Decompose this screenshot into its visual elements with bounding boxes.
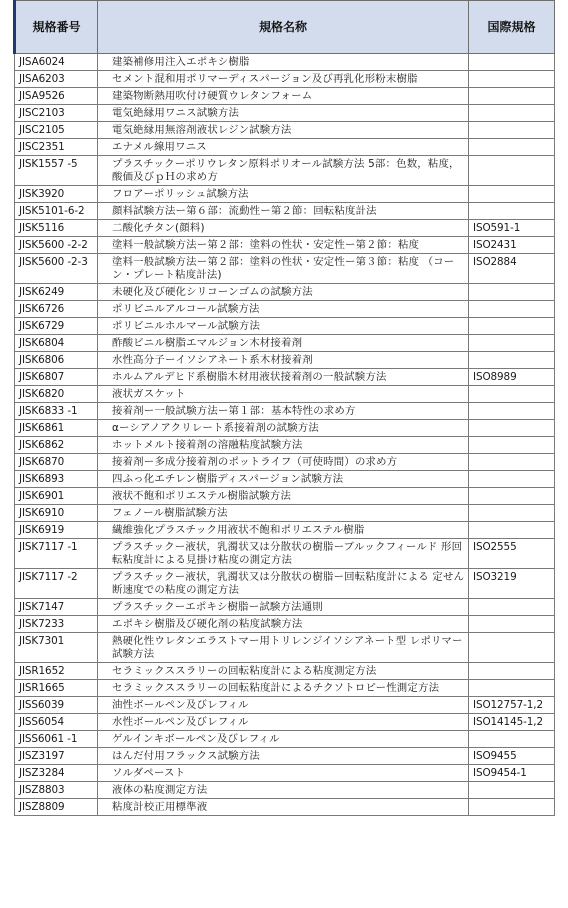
standard-name-cell: 液状不飽和ポリエステル樹脂試験方法	[98, 488, 469, 505]
standard-name-cell: プラスチックーエポキシ樹脂ー試験方法通則	[98, 599, 469, 616]
standard-number-cell: JISK3920	[15, 186, 98, 203]
standard-number-cell: JISK6870	[15, 454, 98, 471]
standard-number-cell: JISZ8809	[15, 799, 98, 816]
international-standard-cell: ISO12757-1,2	[469, 697, 555, 714]
table-row	[15, 569, 555, 599]
international-standard-cell	[469, 203, 555, 220]
standard-number-cell: JISK6249	[15, 284, 98, 301]
international-standard-cell	[469, 352, 555, 369]
standard-name-cell: 水性高分子ーイソシアネート系木材接着剤	[98, 352, 469, 369]
table-row	[15, 122, 555, 139]
standard-name-cell: セメント混和用ポリマーディスパージョン及び再乳化形粉末樹脂	[98, 71, 469, 88]
standard-name-cell: 建築物断熱用吹付け硬質ウレタンフォーム	[98, 88, 469, 105]
standard-number-cell: JISS6061 -1	[15, 731, 98, 748]
standard-name-cell: エポキシ樹脂及び硬化剤の粘度試験方法	[98, 616, 469, 633]
international-standard-cell	[469, 403, 555, 420]
standard-name-cell: プラスチックー液状，乳濁状又は分散状の樹脂ー回転粘度計による 定せん断速度での粘度の測定方法	[98, 569, 469, 599]
standard-number-cell: JISK7301	[15, 633, 98, 663]
international-standard-cell: ISO9454-1	[469, 765, 555, 782]
table-body	[15, 54, 555, 816]
international-standard-cell: ISO9455	[469, 748, 555, 765]
table-row	[15, 203, 555, 220]
table-row	[15, 352, 555, 369]
standard-number-cell: JISK5600 -2-2	[15, 237, 98, 254]
standard-number-cell: JISZ3197	[15, 748, 98, 765]
standard-name-cell: 塗料一般試験方法ー第２部：塗料の性状・安定性ー第２節：粘度	[98, 237, 469, 254]
header-standard-name: 規格名称	[98, 1, 469, 54]
standard-number-cell: JISK6833 -1	[15, 403, 98, 420]
standards-table-container	[13, 0, 553, 816]
standard-number-cell: JISK6910	[15, 505, 98, 522]
table-row	[15, 799, 555, 816]
standard-number-cell: JISZ8803	[15, 782, 98, 799]
standard-name-cell: 四ふっ化エチレン樹脂ディスパージョン試験方法	[98, 471, 469, 488]
standard-name-cell: 塗料一般試験方法ー第２部：塗料の性状・安定性ー第３節：粘度 （コーン・プレート粘度計法)	[98, 254, 469, 284]
table-row	[15, 186, 555, 203]
international-standard-cell	[469, 731, 555, 748]
table-row	[15, 471, 555, 488]
standard-number-cell: JISK5101-6-2	[15, 203, 98, 220]
international-standard-cell	[469, 782, 555, 799]
standard-name-cell: フェノール樹脂試験方法	[98, 505, 469, 522]
international-standard-cell: ISO2884	[469, 254, 555, 284]
table-row	[15, 54, 555, 71]
table-row	[15, 731, 555, 748]
table-row	[15, 71, 555, 88]
international-standard-cell	[469, 386, 555, 403]
standard-number-cell: JISK6862	[15, 437, 98, 454]
standard-name-cell: 電気絶縁用ワニス試験方法	[98, 105, 469, 122]
standard-name-cell: 建築補修用注入エポキシ樹脂	[98, 54, 469, 71]
table-row	[15, 437, 555, 454]
header-international-standard: 国際規格	[469, 1, 555, 54]
table-row	[15, 663, 555, 680]
standard-name-cell: セラミックススラリーの回転粘度計によるチクソトロピー性測定方法	[98, 680, 469, 697]
standard-number-cell: JISK6893	[15, 471, 98, 488]
international-standard-cell: ISO2431	[469, 237, 555, 254]
standard-name-cell: ポリビニルアルコール試験方法	[98, 301, 469, 318]
international-standard-cell	[469, 680, 555, 697]
table-row	[15, 237, 555, 254]
standard-number-cell: JISS6054	[15, 714, 98, 731]
standard-name-cell: エナメル線用ワニス	[98, 139, 469, 156]
international-standard-cell	[469, 420, 555, 437]
standard-number-cell: JISC2103	[15, 105, 98, 122]
standard-name-cell: ソルダペースト	[98, 765, 469, 782]
international-standard-cell	[469, 471, 555, 488]
table-row	[15, 505, 555, 522]
standard-name-cell: 熱硬化性ウレタンエラストマー用トリレンジイソシアネート型 レポリマー試験方法	[98, 633, 469, 663]
standards-table	[13, 0, 555, 816]
standard-name-cell: 顔料試験方法ー第６部：流動性ー第２節：回転粘度計法	[98, 203, 469, 220]
international-standard-cell	[469, 663, 555, 680]
table-row	[15, 420, 555, 437]
international-standard-cell	[469, 156, 555, 186]
table-row	[15, 156, 555, 186]
international-standard-cell: ISO2555	[469, 539, 555, 569]
international-standard-cell	[469, 301, 555, 318]
table-row	[15, 454, 555, 471]
standard-name-cell: フロアーポリッシュ試験方法	[98, 186, 469, 203]
standard-name-cell: αーシアノアクリレート系接着剤の試験方法	[98, 420, 469, 437]
standard-name-cell: 二酸化チタン(顔料)	[98, 220, 469, 237]
table-row	[15, 765, 555, 782]
standard-number-cell: JISZ3284	[15, 765, 98, 782]
standard-name-cell: セラミックススラリーの回転粘度計による粘度測定方法	[98, 663, 469, 680]
standard-number-cell: JISK6861	[15, 420, 98, 437]
standard-number-cell: JISK7233	[15, 616, 98, 633]
table-row	[15, 386, 555, 403]
table-row	[15, 680, 555, 697]
standard-name-cell: 接着剤ー多成分接着剤のポットライフ（可使時間）の求め方	[98, 454, 469, 471]
table-row	[15, 714, 555, 731]
international-standard-cell	[469, 122, 555, 139]
table-row	[15, 335, 555, 352]
table-header	[15, 1, 555, 54]
standard-number-cell: JISK7147	[15, 599, 98, 616]
standard-number-cell: JISK6726	[15, 301, 98, 318]
international-standard-cell	[469, 335, 555, 352]
table-row	[15, 403, 555, 420]
standard-number-cell: JISK5600 -2-3	[15, 254, 98, 284]
international-standard-cell	[469, 105, 555, 122]
international-standard-cell	[469, 88, 555, 105]
international-standard-cell	[469, 633, 555, 663]
international-standard-cell	[469, 437, 555, 454]
standard-number-cell: JISK6820	[15, 386, 98, 403]
standard-number-cell: JISK6806	[15, 352, 98, 369]
international-standard-cell	[469, 616, 555, 633]
standard-number-cell: JISR1665	[15, 680, 98, 697]
standard-name-cell: はんだ付用フラックス試験方法	[98, 748, 469, 765]
international-standard-cell	[469, 54, 555, 71]
standard-number-cell: JISA6024	[15, 54, 98, 71]
standard-name-cell: 液体の粘度測定方法	[98, 782, 469, 799]
standard-number-cell: JISK6804	[15, 335, 98, 352]
standard-name-cell: 接着剤ー一般試験方法ー第１部：基本特性の求め方	[98, 403, 469, 420]
table-row	[15, 748, 555, 765]
international-standard-cell	[469, 505, 555, 522]
table-row	[15, 105, 555, 122]
table-row	[15, 301, 555, 318]
table-row	[15, 488, 555, 505]
standard-name-cell: 電気絶縁用無溶剤液状レジン試験方法	[98, 122, 469, 139]
international-standard-cell	[469, 488, 555, 505]
standard-number-cell: JISA6203	[15, 71, 98, 88]
standard-number-cell: JISC2105	[15, 122, 98, 139]
international-standard-cell	[469, 71, 555, 88]
standard-number-cell: JISK1557 -5	[15, 156, 98, 186]
standard-number-cell: JISK7117 -1	[15, 539, 98, 569]
international-standard-cell	[469, 318, 555, 335]
standard-number-cell: JISR1652	[15, 663, 98, 680]
table-row	[15, 139, 555, 156]
standard-name-cell: 液状ガスケット	[98, 386, 469, 403]
table-row	[15, 88, 555, 105]
international-standard-cell: ISO14145-1,2	[469, 714, 555, 731]
international-standard-cell: ISO3219	[469, 569, 555, 599]
standard-name-cell: プラスチックーポリウレタン原料ポリオール試験方法 5部：色数，粘度，酸価及びｐＨの求め方	[98, 156, 469, 186]
standard-name-cell: ポリビニルホルマール試験方法	[98, 318, 469, 335]
standard-name-cell: 未硬化及び硬化シリコーンゴムの試験方法	[98, 284, 469, 301]
standard-name-cell: プラスチックー液状，乳濁状又は分散状の樹脂ーブルックフィールド 形回転粘度計による見掛け粘度の測定方法	[98, 539, 469, 569]
table-row	[15, 697, 555, 714]
standard-number-cell: JISK6729	[15, 318, 98, 335]
standard-name-cell: 酢酸ビニル樹脂エマルジョン木材接着剤	[98, 335, 469, 352]
standard-number-cell: JISS6039	[15, 697, 98, 714]
standard-name-cell: 粘度計校正用標準液	[98, 799, 469, 816]
header-row	[15, 1, 555, 54]
table-row	[15, 599, 555, 616]
standard-name-cell: ホルムアルデヒド系樹脂木材用液状接着剤の一般試験方法	[98, 369, 469, 386]
international-standard-cell	[469, 139, 555, 156]
table-row	[15, 318, 555, 335]
standard-name-cell: 油性ボールペン及びレフィル	[98, 697, 469, 714]
standard-name-cell: ホットメルト接着剤の溶融粘度試験方法	[98, 437, 469, 454]
table-row	[15, 522, 555, 539]
table-row	[15, 284, 555, 301]
international-standard-cell	[469, 186, 555, 203]
standard-number-cell: JISK7117 -2	[15, 569, 98, 599]
standard-number-cell: JISK5116	[15, 220, 98, 237]
table-row	[15, 254, 555, 284]
international-standard-cell	[469, 599, 555, 616]
standard-name-cell: 繊維強化プラスチック用液状不飽和ポリエステル樹脂	[98, 522, 469, 539]
standard-name-cell: 水性ボールペン及びレフィル	[98, 714, 469, 731]
international-standard-cell	[469, 522, 555, 539]
international-standard-cell	[469, 799, 555, 816]
standard-number-cell: JISA9526	[15, 88, 98, 105]
standard-number-cell: JISK6919	[15, 522, 98, 539]
table-row	[15, 633, 555, 663]
international-standard-cell	[469, 284, 555, 301]
header-standard-number: 規格番号	[15, 1, 98, 54]
standard-name-cell: ゲルインキボールペン及びレフィル	[98, 731, 469, 748]
table-row	[15, 782, 555, 799]
standard-number-cell: JISC2351	[15, 139, 98, 156]
standard-number-cell: JISK6901	[15, 488, 98, 505]
table-row	[15, 220, 555, 237]
international-standard-cell	[469, 454, 555, 471]
table-row	[15, 539, 555, 569]
international-standard-cell: ISO8989	[469, 369, 555, 386]
table-row	[15, 616, 555, 633]
standard-number-cell: JISK6807	[15, 369, 98, 386]
table-row	[15, 369, 555, 386]
international-standard-cell: ISO591-1	[469, 220, 555, 237]
